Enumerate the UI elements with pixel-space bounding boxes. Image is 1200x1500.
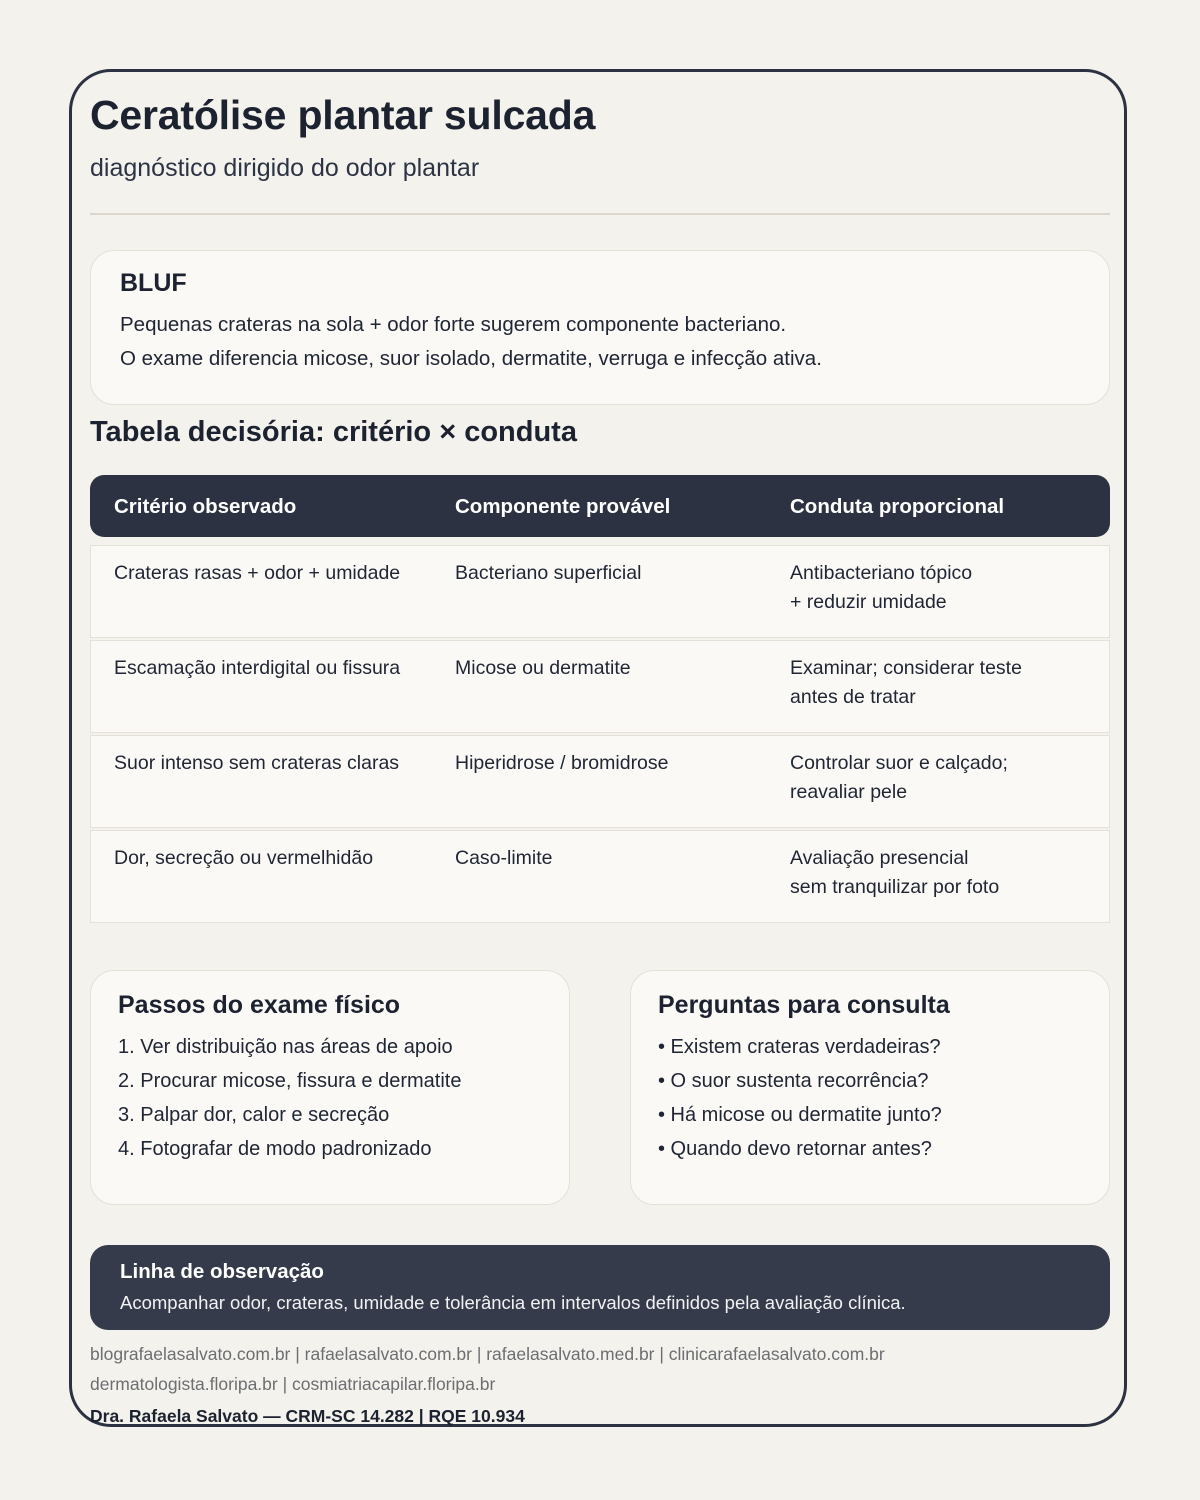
footer-links: blografaelasalvato.com.br | rafaelasalvato.com.br | rafaelasalvato.med.br | clinicarafaelasalvato.com.br [90, 1344, 885, 1364]
bluf-line: O exame diferencia micose, suor isolado, dermatite, verruga e infecção ativa. [120, 347, 822, 370]
consult-question-item: • Quando devo retornar antes? [658, 1138, 932, 1160]
exam-steps-panel [90, 970, 570, 1205]
table-cell-criterio: Dor, secreção ou vermelhidão [114, 847, 374, 869]
footer-links: dermatologista.floripa.br | cosmiatriacapilar.floripa.br [90, 1374, 496, 1394]
bluf-panel [90, 250, 1110, 405]
page-title: Ceratólise plantar sulcada [90, 92, 596, 138]
column-header-criterio: Critério observado [114, 495, 297, 518]
exam-step-item: 3. Palpar dor, calor e secreção [118, 1104, 390, 1126]
table-cell-componente: Bacteriano superficial [455, 562, 642, 584]
bluf-line: Pequenas crateras na sola + odor forte sugerem componente bacteriano. [120, 313, 787, 336]
consult-questions-title: Perguntas para consulta [658, 991, 950, 1019]
table-cell-conduta: Controlar suor e calçado; reavaliar pele [790, 752, 1008, 803]
table-cell-conduta: Antibacteriano tópico + reduzir umidade [790, 562, 973, 613]
consult-question-item: • Existem crateras verdadeiras? [658, 1036, 941, 1058]
consult-questions-panel [630, 970, 1110, 1205]
table-row [90, 735, 1110, 828]
exam-steps-title: Passos do exame físico [118, 991, 401, 1019]
decision-table-header [90, 475, 1110, 537]
table-row [90, 545, 1110, 638]
bluf-heading: BLUF [120, 269, 187, 297]
decision-table-title: Tabela decisória: critério × conduta [90, 416, 577, 448]
table-cell-componente: Micose ou dermatite [455, 657, 631, 679]
footer-signature: Dra. Rafaela Salvato — CRM-SC 14.282 | RQE 10.934 [90, 1406, 525, 1426]
table-row [90, 640, 1110, 733]
consult-question-item: • O suor sustenta recorrência? [658, 1070, 929, 1092]
consult-question-item: • Há micose ou dermatite junto? [658, 1104, 942, 1126]
observation-text: Acompanhar odor, crateras, umidade e tolerância em intervalos definidos pela avaliação clínica. [120, 1292, 906, 1313]
header-divider [90, 213, 1110, 215]
table-cell-componente: Caso-limite [455, 847, 553, 869]
observation-banner [90, 1245, 1110, 1330]
table-cell-conduta: Avaliação presencial sem tranquilizar por foto [790, 847, 1000, 898]
exam-step-item: 2. Procurar micose, fissura e dermatite [118, 1070, 462, 1092]
exam-step-item: 4. Fotografar de modo padronizado [118, 1138, 432, 1160]
observation-title: Linha de observação [120, 1260, 324, 1283]
column-header-conduta: Conduta proporcional [790, 495, 1005, 518]
table-cell-componente: Hiperidrose / bromidrose [455, 752, 669, 774]
table-cell-criterio: Suor intenso sem crateras claras [114, 752, 400, 774]
table-row [90, 830, 1110, 923]
exam-step-item: 1. Ver distribuição nas áreas de apoio [118, 1036, 453, 1058]
table-cell-criterio: Crateras rasas + odor + umidade [114, 562, 401, 584]
table-cell-criterio: Escamação interdigital ou fissura [114, 657, 401, 679]
page-subtitle: diagnóstico dirigido do odor plantar [90, 154, 480, 182]
column-header-componente: Componente provável [455, 495, 671, 518]
table-cell-conduta: Examinar; considerar teste antes de tratar [790, 657, 1022, 708]
